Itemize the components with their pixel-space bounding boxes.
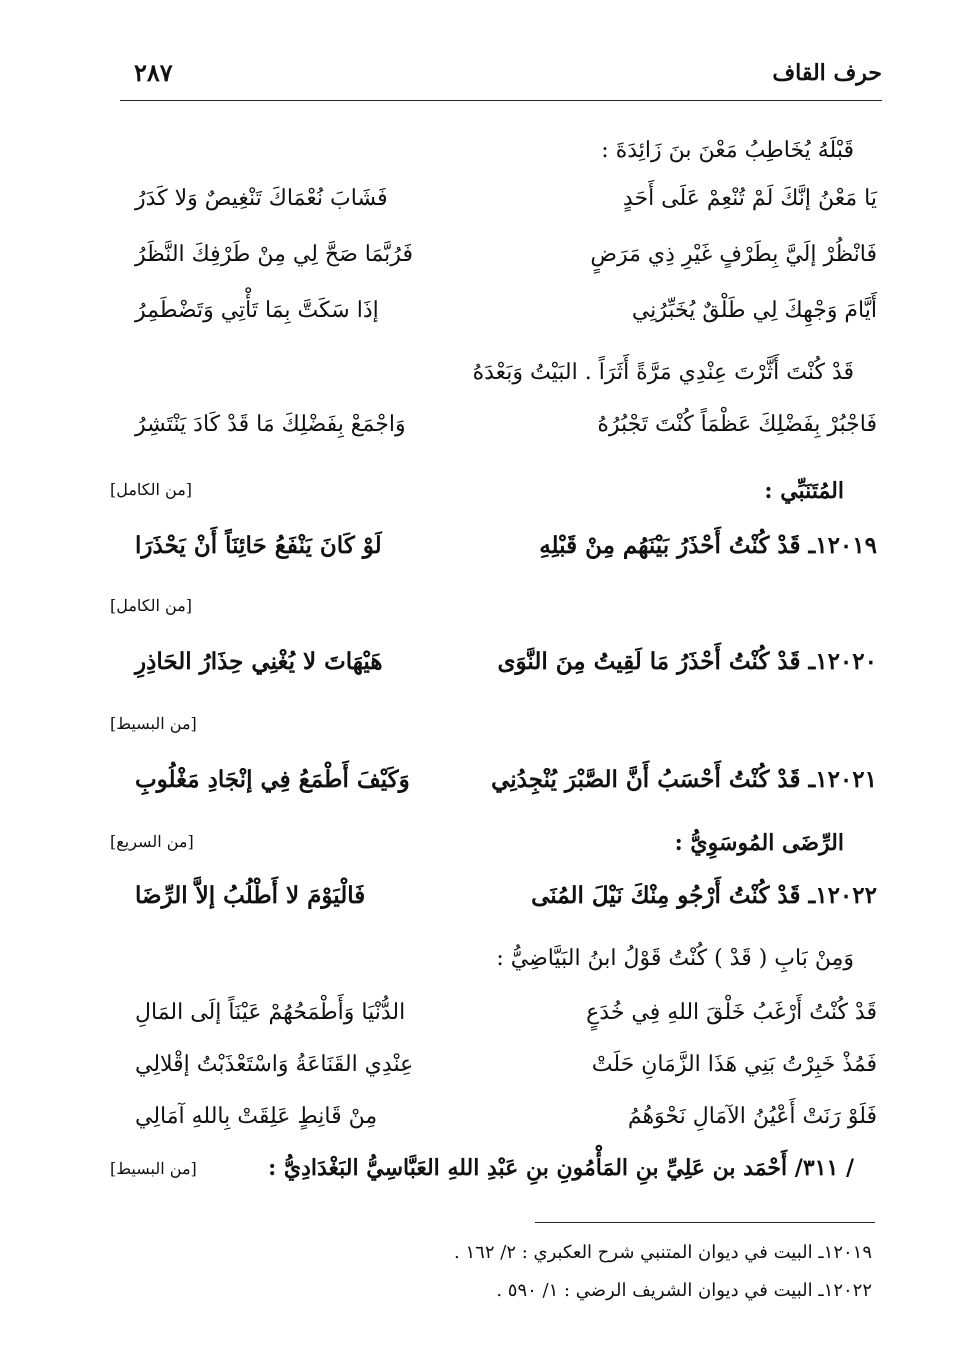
verse-row <box>135 1000 877 1040</box>
page-header <box>120 58 882 94</box>
verse-second-hemistich: مِنْ قَانِطٍ عَلِقَتْ بِاللهِ آمَالِي <box>135 1104 378 1129</box>
verse-first-hemistich: قَدْ كُنْتُ أَرْغَبُ خَلْقَ اللهِ فِي خُدَعٍ <box>586 1000 877 1025</box>
meter-label: [من البسيط] <box>110 1159 197 1178</box>
verse-first-hemistich: ١٢٠٢١ـ قَدْ كُنْتُ أَحْسَبُ أَنَّ الصَّبْرَ يُنْجِدُنِي <box>491 766 877 793</box>
verse-row <box>135 242 877 282</box>
verse-second-hemistich: عِنْدِي القَنَاعَةُ وَاسْتَعْذَبْتُ إقْلالِي <box>135 1052 414 1077</box>
intro-line: قَبْلَهُ يُخَاطِبُ مَعْنَ بنَ زَائِدَةَ : <box>601 138 854 163</box>
verse-second-hemistich: وَاجْمَعْ بِفَضْلِكَ مَا قَدْ كَادَ يَنْتَشِرُ <box>135 412 406 437</box>
verse-second-hemistich: وَكَيْفَ أَطْمَعُ فِي إنْجَادِ مَغْلُوبِ <box>135 766 410 793</box>
verse-row <box>135 766 877 806</box>
meter-label: [من الكامل] <box>110 480 193 499</box>
verse-second-hemistich: هَيْهَاتَ لا يُغْنِي حِذَارُ الحَاذِرِ <box>135 648 383 675</box>
verse-first-hemistich: فَاجْبُرْ بِفَضْلِكَ عَظْمَاً كُنْتَ تَجْبُرُهُ <box>597 412 877 437</box>
entry-title: / ٣١١/ أَحْمَد بن عَلِيِّ بنِ المَأْمُونِ بنِ عَبْدِ اللهِ العَبَّاسِيُّ البَغْدَادِيُّ : <box>268 1155 854 1181</box>
verse-row <box>135 298 877 338</box>
verse-first-hemistich: فَمُذْ خَبِرْتُ بَنِي هَذَا الزَّمَانِ حَلَتْ <box>591 1052 877 1077</box>
verse-second-hemistich: فَشَابَ نُعْمَاكَ تَنْغِيصٌ وَلا كَدَرُ <box>135 186 388 211</box>
footnote-rule <box>535 1222 875 1223</box>
poet-name: الرِّضَى المُوسَوِيُّ : <box>674 830 844 856</box>
verse-second-hemistich: فَالْيَوْمَ لا أَطْلُبُ إلاَّ الرِّضَا <box>135 882 366 909</box>
verse-row <box>135 532 877 572</box>
verse-row <box>135 1052 877 1092</box>
header-rule <box>120 100 882 101</box>
verse-row <box>135 412 877 452</box>
meter-label: [من البسيط] <box>110 714 197 733</box>
verse-row <box>135 882 877 922</box>
prose-line: قَدْ كُنْتَ أَثَّرْتَ عِنْدِي مَرَّةً أَثَرَاً . البَيْتُ وَبَعْدَهُ <box>472 360 854 385</box>
verse-row <box>135 648 877 688</box>
page-number: ٢٨٧ <box>134 58 173 87</box>
verse-first-hemistich: ١٢٠٢٢ـ قَدْ كُنْتُ أَرْجُو مِنْكَ نَيْلَ المُنَى <box>531 882 877 909</box>
verse-first-hemistich: أَيَّامَ وَجْهِكَ لِي طَلْقٌ يُخَبِّرُنِي <box>631 298 877 323</box>
chapter-title: حرف القاف <box>772 60 882 86</box>
verse-second-hemistich: لَوْ كَانَ يَنْفَعُ حَائِنَاً أَنْ يَحْذَرَا <box>135 532 382 559</box>
poet-name: المُتَنَبِّي : <box>764 478 844 504</box>
footnote: ١٢٠١٩ـ البيت في ديوان المتنبي شرح العكبري : ٢/ ١٦٢ . <box>454 1242 872 1263</box>
verse-first-hemistich: ١٢٠١٩ـ قَدْ كُنْتُ أَحْذَرُ بَيْنَهُم مِنْ قَبْلِهِ <box>539 532 877 559</box>
meter-label: [من السريع] <box>110 832 194 851</box>
verse-first-hemistich: فَانْظُرْ إلَيَّ بِطَرْفٍ غَيْرِ ذِي مَرَضٍ <box>590 242 877 267</box>
verse-row <box>135 1104 877 1144</box>
verse-first-hemistich: يَا مَعْنُ إنَّكَ لَمْ تُنْعِمْ عَلَى أَحَدٍ <box>622 186 877 211</box>
verse-second-hemistich: إذَا سَكَتَّ بِمَا تَأْتِي وَتَضْطَمِرُ <box>135 298 379 323</box>
verse-second-hemistich: الدُّنْيَا وَأَطْمَحُهُمْ عَيْنَاً إلَى المَالِ <box>135 1000 406 1025</box>
footnote: ١٢٠٢٢ـ البيت في ديوان الشريف الرضي : ١/ ٥٩٠ . <box>496 1280 872 1301</box>
prose-line: وَمِنْ بَابِ ( قَدْ ) كُنْتُ قَوْلُ ابنُ البَيَّاضِيُّ : <box>496 946 854 971</box>
verse-second-hemistich: فَرُبَّمَا صَحَّ لِي مِنْ طَرْفِكَ النَّظَرُ <box>135 242 413 267</box>
verse-first-hemistich: فَلَوْ رَنَتْ أَعْيُنُ الآمَالِ نَحْوَهُمُ <box>627 1104 877 1129</box>
meter-label: [من الكامل] <box>110 596 193 615</box>
verse-first-hemistich: ١٢٠٢٠ـ قَدْ كُنْتُ أَحْذَرُ مَا لَقِيتُ مِنَ النَّوَى <box>497 648 877 675</box>
verse-row <box>135 186 877 226</box>
